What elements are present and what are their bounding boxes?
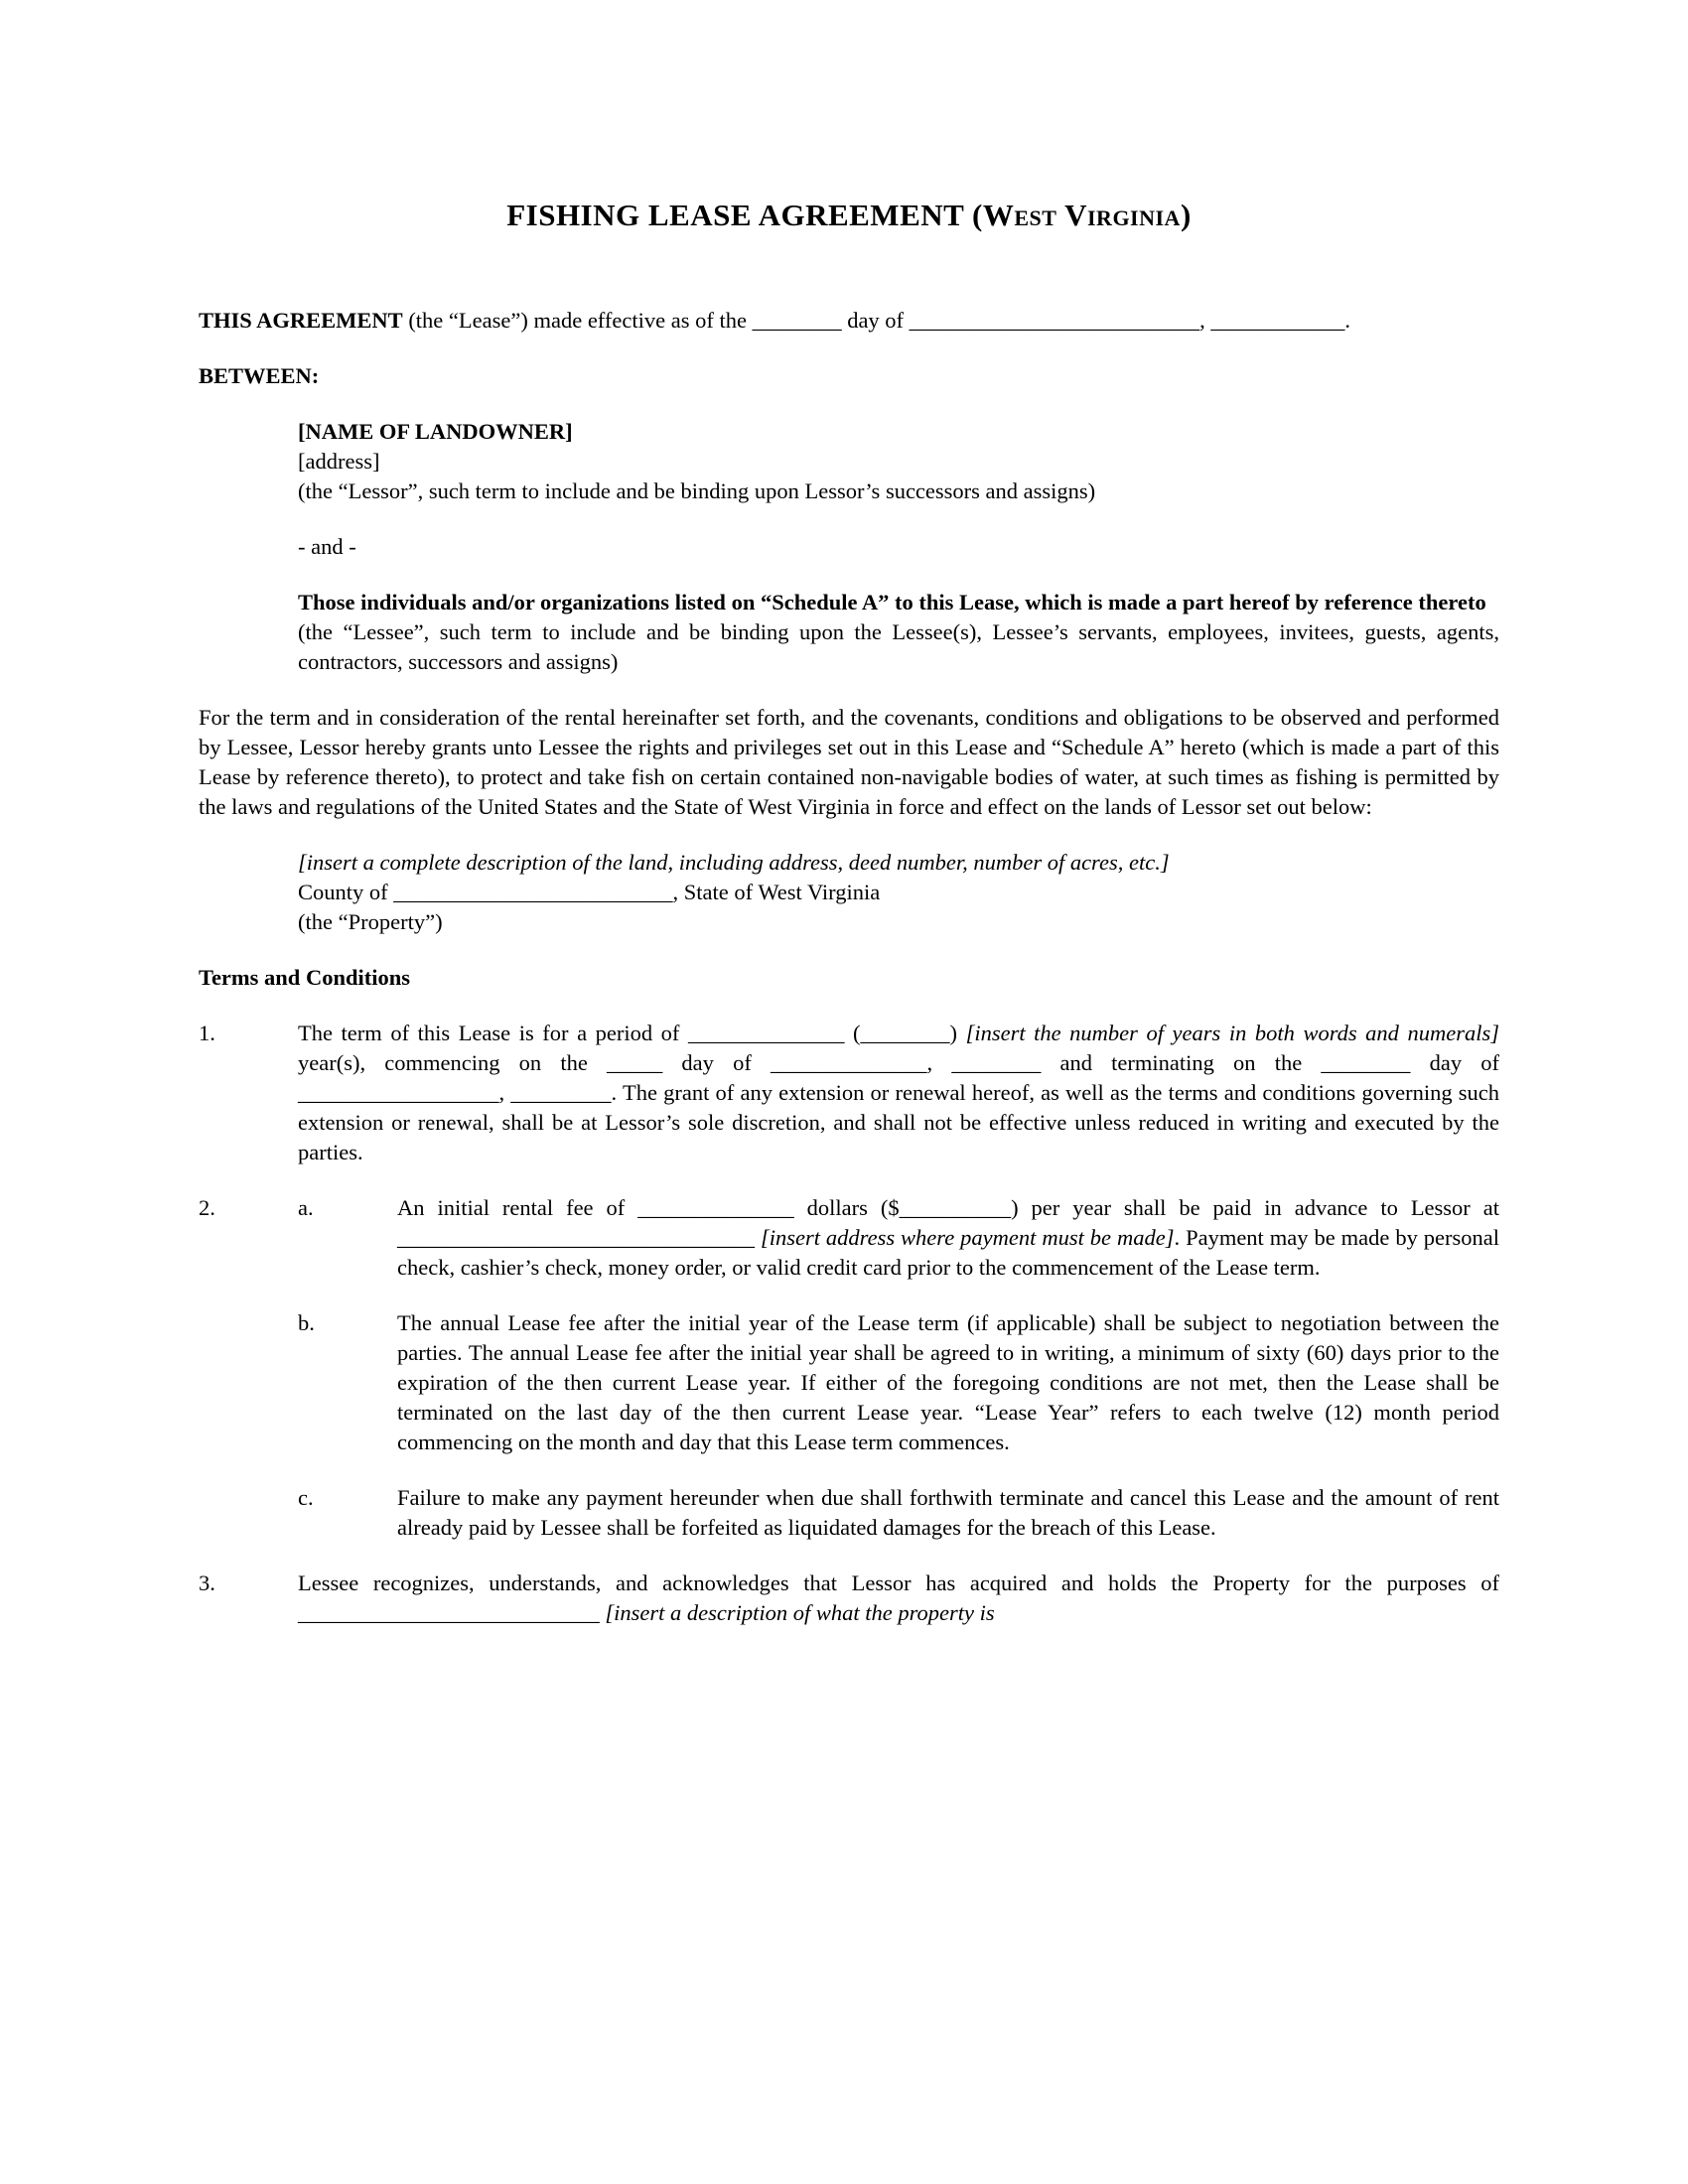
clause-1-number: 1. xyxy=(199,1021,215,1045)
clause-2b-number: b. xyxy=(298,1310,315,1335)
document-title xyxy=(199,197,1499,234)
clause-2b-text: The annual Lease fee after the initial year of the Lease term (if applicable) shall be subject to negotiation between the parties. The annual Lease fee after the initial year shall be agreed to in writing, a minimum of sixty (60) days prior to the expiration of the then current Lease year. If either of the foregoing conditions are not met, then the Lease shall be terminated on the last day of the then current Lease year. “Lease Year” refers to each twelve (12) month period commencing on the month and day that this Lease term commences. xyxy=(397,1310,1499,1454)
property-description-block xyxy=(298,848,1499,937)
property-defined-label: (the “Property”) xyxy=(298,909,443,934)
grant-paragraph: For the term and in consideration of the rental hereinafter set forth, and the covenants, conditions and obligations to be observed and performed by Lessee, Lessor hereby grants unto Lessee the rights and privileges set out in this Lease and “Schedule A” hereto (which is made a part of this Lease by reference thereto), to protect and take fish on certain contained non-navigable bodies of water, at such times as fishing is permitted by the laws and regulations of the United States and the State of West Virginia in force and effect on the lands of Lessor set out below: xyxy=(199,705,1499,819)
lessee-description-bold: Those individuals and/or organizations listed on “Schedule A” to this Lease, which is made a part hereof by reference thereto xyxy=(298,590,1486,614)
title-state-smallcaps: West Virginia xyxy=(982,198,1181,232)
clause-3-insert-italic: [insert a description of what the property is xyxy=(605,1600,995,1625)
between-label: BETWEEN: xyxy=(199,363,320,388)
clause-2c-number: c. xyxy=(298,1485,314,1510)
terms-and-conditions-heading: Terms and Conditions xyxy=(199,965,410,990)
clause-3-part1: Lessee recognizes, understands, and acknowledges that Lessor has acquired and holds the Property for the purposes of ___________________________ xyxy=(298,1570,1499,1625)
property-insert-italic: [insert a complete description of the land, including address, deed number, number of acres, etc.] xyxy=(298,850,1170,875)
clause-2-number: 2. xyxy=(199,1195,215,1220)
lessor-block xyxy=(298,417,1499,506)
clause-2a-part2: . Payment may be made by personal check, cashier’s check, money order, or valid credit card prior to the commencement of the Lease term. xyxy=(397,1225,1499,1280)
clause-2a-insert-italic: [insert address where payment must be made] xyxy=(760,1225,1175,1250)
clause-3 xyxy=(199,1569,1499,1628)
clause-2c-text: Failure to make any payment hereunder when due shall forthwith terminate and cancel this Lease and the amount of rent already paid by Lessee shall be forfeited as liquidated damages for the breach of this Lease. xyxy=(397,1485,1499,1540)
clause-1-part1: The term of this Lease is for a period of ______________ (________) xyxy=(298,1021,966,1045)
lessor-address-placeholder: [address] xyxy=(298,449,380,474)
clause-2a-part1: An initial rental fee of ______________ dollars ($__________) per year shall be paid in advance to Lessor at ________________________________ xyxy=(397,1195,1499,1250)
property-insert-instruction xyxy=(298,848,1499,878)
clause-2a-number: a. xyxy=(298,1195,314,1220)
title-suffix: ) xyxy=(1180,198,1192,232)
lessee-definition-note: (the “Lessee”, such term to include and be binding upon the Lessee(s), Lessee’s servants, employees, invitees, guests, agents, contractors, successors and assigns) xyxy=(298,619,1499,674)
lessor-name-placeholder: [NAME OF LANDOWNER] xyxy=(298,419,573,444)
clause-2 xyxy=(199,1193,1499,1543)
clause-1-insert-italic: [insert the number of years in both words and numerals] xyxy=(965,1021,1499,1045)
clause-3-number: 3. xyxy=(199,1570,215,1595)
lessor-definition-note: (the “Lessor”, such term to include and be binding upon Lessor’s successors and assigns) xyxy=(298,478,1096,503)
clause-1-part2: year(s), commencing on the _____ day of ______________, ________ and terminating on the ________ day of __________________, _________. The grant of any extension or renewal hereof, as well as the terms and conditions governing such extension or renewal, shall be at Lessor’s sole discretion, and shall not be effective unless reduced in writing and executed by the parties. xyxy=(298,1050,1499,1164)
clause-2c xyxy=(298,1483,1499,1543)
clause-2b xyxy=(298,1308,1499,1457)
clause-2a xyxy=(298,1193,1499,1283)
property-county-line: County of _________________________, State of West Virginia xyxy=(298,880,881,904)
clause-3-text xyxy=(298,1569,1499,1628)
title-prefix: FISHING LEASE AGREEMENT ( xyxy=(506,198,983,232)
clause-1-text xyxy=(298,1019,1499,1167)
lessee-block xyxy=(298,588,1499,677)
clause-2a-text xyxy=(397,1193,1499,1283)
intro-paragraph xyxy=(199,306,1499,336)
clause-1 xyxy=(199,1019,1499,1167)
intro-text: (the “Lease”) made effective as of the ________ day of __________________________, ____________. xyxy=(402,308,1351,333)
and-separator: - and - xyxy=(298,534,356,559)
intro-lead-bold: THIS AGREEMENT xyxy=(199,308,403,333)
